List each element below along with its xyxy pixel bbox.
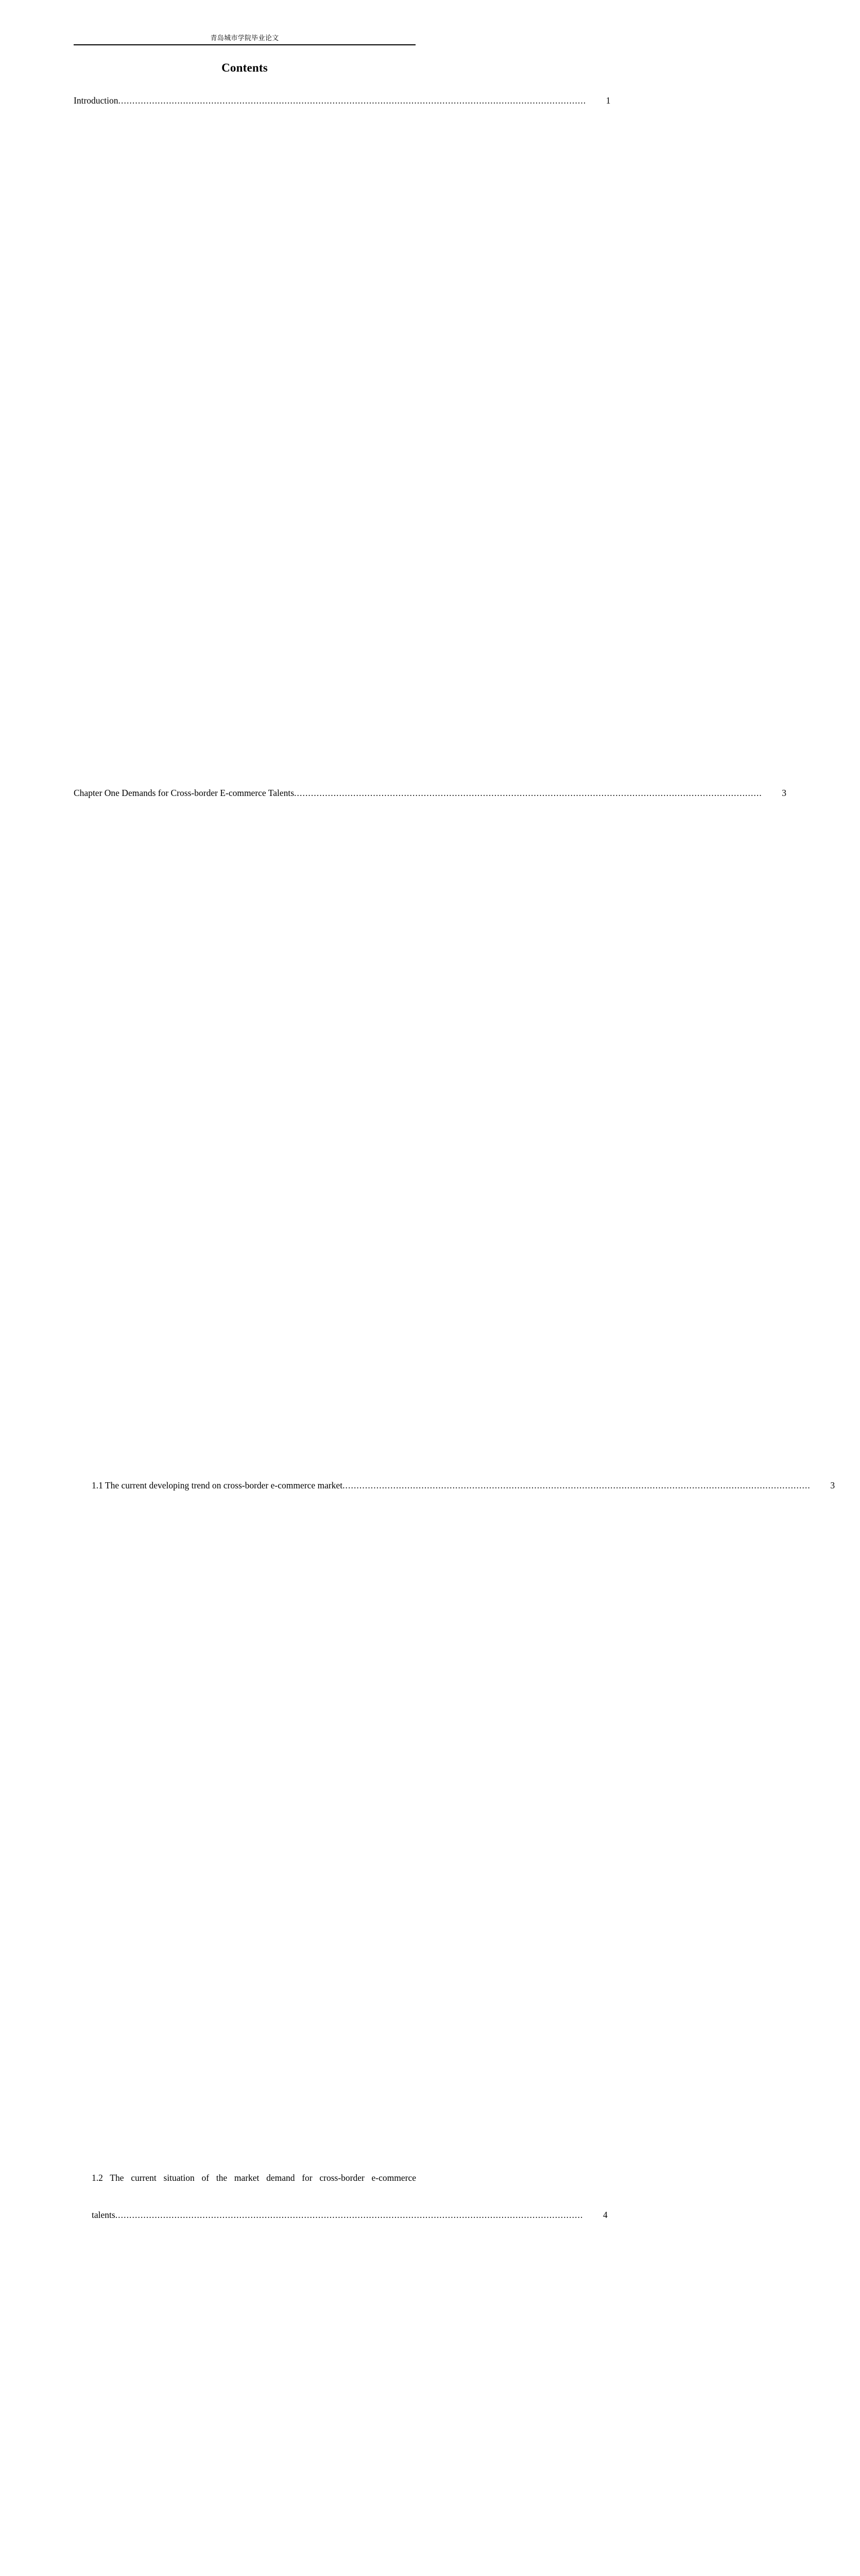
toc-entry[interactable]	[92, 2168, 608, 2576]
page-title: Contents	[221, 61, 268, 74]
running-head: 青岛城市学院毕业论文	[210, 35, 279, 42]
toc-entry-label: Introduction	[74, 95, 118, 106]
toc-page-number: 1	[606, 95, 611, 106]
toc-entry-label-cont: talents	[92, 2210, 115, 2220]
table-of-contents	[74, 91, 835, 2576]
toc-entry[interactable]	[74, 91, 611, 784]
toc-entry-label: 1.1 The current developing trend on cross-border e-commerce market	[92, 1480, 343, 1490]
toc-entry-label: 1.2 The current situation of the market demand for cross-border e-commerce	[92, 2173, 416, 2183]
toc-entry[interactable]	[92, 1476, 835, 2168]
page-header	[74, 34, 416, 45]
toc-page-number: 3	[782, 788, 787, 798]
header-divider	[74, 44, 416, 45]
toc-entry-label: Chapter One Demands for Cross-border E-commerce Talents	[74, 788, 295, 798]
toc-page-number: 4	[603, 2210, 608, 2220]
toc-page-number: 3	[830, 1480, 835, 1490]
toc-entry[interactable]	[74, 784, 787, 1476]
